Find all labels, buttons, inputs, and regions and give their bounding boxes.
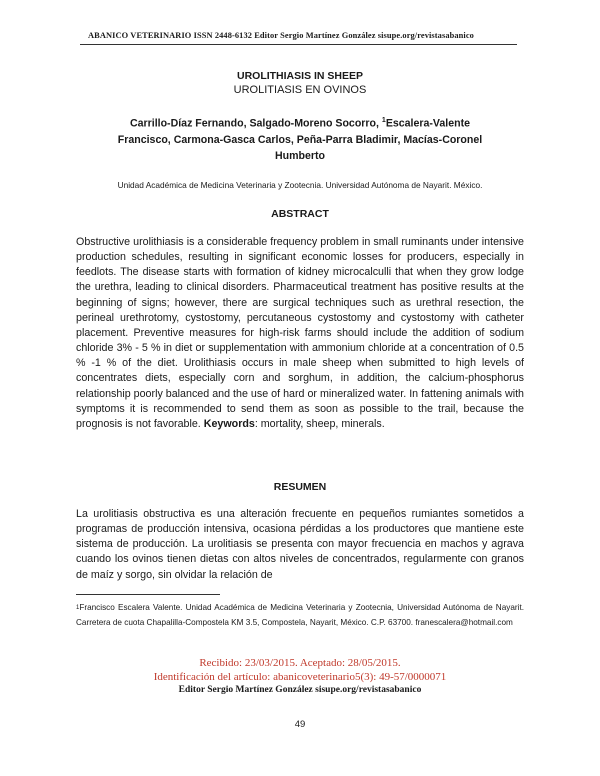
article-identification: Identificación del artículo: abanicoveterinario5(3): 49-57/0000071 <box>153 671 447 683</box>
resumen-heading: RESUMEN <box>273 481 327 493</box>
abstract-heading: ABSTRACT <box>271 208 329 220</box>
header-rule <box>80 44 517 45</box>
author-line-2: Francisco, Carmona-Gasca Carlos, Peña-Parra Bladimir, Macías-Coronel <box>117 133 483 146</box>
keywords: : mortality, sheep, minerals. <box>254 417 385 430</box>
title-spanish: UROLITIASIS EN OVINOS <box>233 84 367 96</box>
author-line-3: Humberto <box>274 149 326 162</box>
abstract-body <box>76 235 524 432</box>
footnote <box>76 601 524 630</box>
author-line-1 <box>76 113 524 132</box>
author-line-1a: Carrillo-Díaz Fernando, Salgado-Moreno Socorro, <box>129 117 382 130</box>
received-accepted-dates: Recibido: 23/03/2015. Aceptado: 28/05/2015. <box>199 657 401 669</box>
affiliation: Unidad Académica de Medicina Veterinaria y Zootecnia. Universidad Autónoma de Nayarit. México. <box>117 180 483 190</box>
resumen-text: La urolitiasis obstructiva es una alteración frecuente en pequeños rumiantes sometidos a programas de producción intensiva, ocasiona pérdidas a los productores que mantiene este sistema de producción. La urolitiasis se presenta con mayor frecuencia en machos y agrava cuando los ovinos tienen dietas con altos niveles de concentrados, regularmente con granos de maíz y sorgo, sin olvidar la relación de <box>76 508 524 581</box>
author-list <box>76 113 524 164</box>
running-header: ABANICO VETERINARIO ISSN 2448-6132 Editor Sergio Martínez González sisupe.org/revistasabanico <box>88 31 474 40</box>
keywords-label: Keywords <box>203 417 255 430</box>
footnote-mark: 1 <box>76 605 80 611</box>
page-number: 49 <box>294 719 306 730</box>
abstract-text: Obstructive urolithiasis is a considerable frequency problem in small ruminants under intensive production schedules, resulting in significant economic losses for producers, especially in feedlots. The disease starts with formation of kidney microcalculli that when they grow lodge the urethra, leading to clinical disorders. Pharmaceutical treatment has positive results at the beginning of signs; however, there are surgical techniques such as urethral resection, the perineal urethrotomy, cystostomy, percutaneous cystostomy and cystostomy with catheter placement. Preventive measures for high-risk farms should include the addition of sodium chloride 3% - 5 % in diet or supplementation with ammonium chloride at a concentration of 0.5 % -1 % of the diet. Urolithiasis occurs in male sheep when submitted to high levels of concentrates diets, especially corn and sorghum, in addition, the calcium-phosphorus relationship poorly balanced and the use of hard or mineralized water. In fattening animals with symptoms it is recommended to send them as soon as possible to the trail, because the prognosis is not favorable. <box>76 236 524 430</box>
author-line-1b: Escalera-Valente <box>385 117 471 130</box>
footer-editor: Editor Sergio Martínez González sisupe.org/revistasabanico <box>178 685 422 695</box>
author-affil-mark: 1 <box>381 117 386 124</box>
footnote-text: Francisco Escalera Valente. Unidad Académica de Medicina Veterinaria y Zootecnia, Universidad Autónoma de Nayarit. Carretera de cuota Chapalilla-Compostela KM 3.5, Compostela, Nayarit, México. C.P. 63700. franescalera@hotmail.com <box>76 603 524 627</box>
title-english: UROLITHIASIS IN SHEEP <box>236 70 363 82</box>
footnote-rule <box>76 594 220 595</box>
